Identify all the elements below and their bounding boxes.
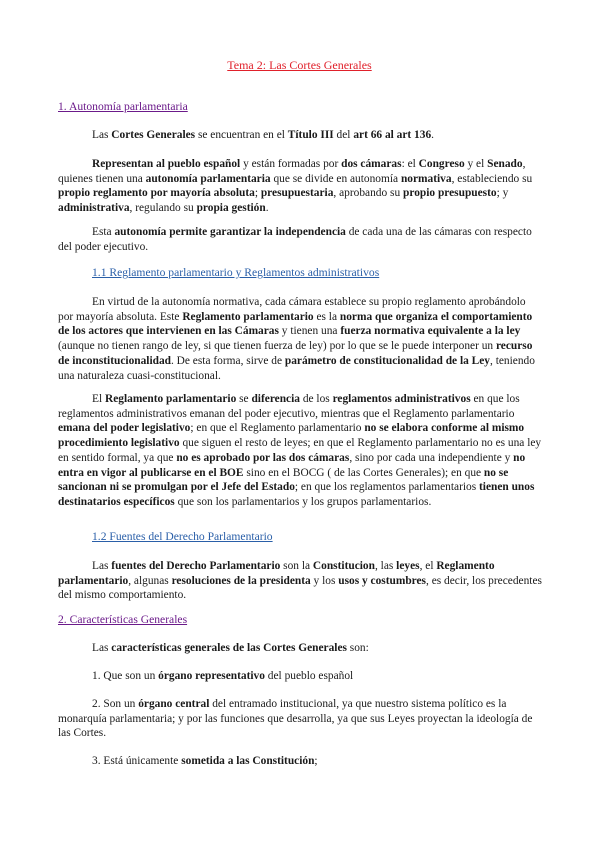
bold-text: presupuestaria — [260, 187, 334, 200]
text-run: que son los parlamentarios y los grupos parlamentarios. — [174, 495, 432, 508]
bold-text: Congreso — [418, 158, 465, 170]
text-run: , el — [419, 560, 437, 572]
bold-text: emana del poder legislativo — [58, 422, 191, 435]
text-run: y están formadas por — [240, 158, 342, 170]
bold-text: características generales de las Cortes Generales — [111, 642, 347, 654]
text-run: es la — [313, 310, 340, 323]
bold-text: recurso de inconstitucionalidad — [58, 340, 533, 367]
bold-text: fuentes del Derecho Parlamentario — [111, 560, 281, 572]
text-run: 2. Son un — [92, 698, 139, 710]
list-item — [58, 754, 542, 769]
text-run: , aprobando su — [333, 187, 404, 200]
bold-text: usos y costumbres — [338, 574, 426, 587]
paragraph — [58, 641, 542, 656]
list-item — [58, 669, 542, 684]
bold-text: no entra en vigor al publicarse en el BOE — [58, 451, 526, 479]
list-item — [58, 697, 542, 741]
text-run: , teniendo una naturaleza cuasi-constitucional. — [58, 354, 535, 382]
bold-text: órgano central — [138, 698, 210, 710]
text-run: del pueblo español — [264, 670, 354, 682]
document-title: Tema 2: Las Cortes Generales — [227, 58, 372, 72]
paragraph — [58, 392, 542, 510]
text-run: : el — [401, 158, 419, 170]
bold-text: Reglamento parlamentario — [104, 393, 237, 405]
bold-text: dos cámaras — [341, 158, 402, 170]
text-run: Esta — [92, 226, 115, 238]
bold-text: leyes — [396, 560, 420, 572]
text-run: Las — [92, 642, 112, 654]
paragraph — [58, 559, 542, 603]
text-run: El — [92, 393, 105, 405]
text-run: , regulando su — [129, 202, 197, 215]
text-run: Las — [92, 129, 112, 141]
text-run: . De esta forma, sirve de — [170, 354, 285, 367]
text-run: de cada una de las cámaras con respecto del poder ejecutivo. — [58, 226, 532, 253]
bold-text: Reglamento parlamentario — [58, 560, 495, 587]
bold-text: Cortes Generales — [111, 129, 196, 141]
bold-text: administrativa — [58, 202, 130, 215]
text-run: . — [431, 129, 435, 141]
bold-text: parámetro de constitucionalidad de la Ley — [284, 354, 490, 367]
subsection-heading-fuentes: 1.2 Fuentes del Derecho Parlamentario — [92, 530, 273, 543]
bold-text: Representan al pueblo español — [92, 158, 241, 170]
text-run: se — [236, 393, 252, 405]
text-run: ; — [314, 755, 318, 767]
bold-text: tienen unos destinatarios específicos — [58, 481, 535, 508]
text-run: , sino por cada una independiente y — [349, 451, 514, 464]
bold-text: Senado — [487, 158, 523, 170]
text-run: y los — [310, 574, 339, 587]
section-heading-autonomia: 1. Autonomía parlamentaria — [58, 100, 188, 113]
bold-text: propio reglamento por mayoría absoluta — [58, 187, 255, 200]
bold-text: propia gestión — [196, 202, 266, 215]
text-run: son la — [280, 560, 313, 572]
text-run: Las — [92, 560, 112, 572]
bold-text: no es aprobado por las dos cámaras — [176, 451, 350, 464]
text-run: , algunas — [128, 574, 172, 587]
text-run: sino en el BOCG ( de las Cortes Generales); en que — [243, 466, 484, 479]
paragraph — [58, 225, 542, 254]
bold-text: no se sancionan ni se promulgan por el Jefe del Estado — [58, 466, 509, 494]
subsection-heading-reglamento: 1.1 Reglamento parlamentario y Reglamentos administrativos — [92, 266, 380, 279]
text-run: se encuentran en el — [195, 129, 288, 141]
bold-text: Título III — [287, 129, 334, 141]
text-run: que se divide en autonomía — [270, 172, 401, 185]
paragraph — [58, 295, 542, 383]
text-run: ; — [254, 187, 261, 200]
bold-text: Reglamento parlamentario — [182, 310, 314, 323]
text-run: del — [333, 129, 354, 141]
text-run: , quienes tienen una — [58, 158, 526, 185]
bold-text: sometida a las Constitución — [181, 755, 315, 767]
text-run: 1. Que son un — [92, 670, 159, 682]
bold-text: Constitucion — [312, 560, 375, 572]
text-run: del entramado institucional, ya que nuestro sistema político es la monarquía parlamentaria; y por las funciones que desarrolla, ya que sus Leyes proyectan la ideología de las Cortes. — [58, 698, 533, 740]
bold-text: diferencia — [251, 393, 300, 405]
text-run: ; en que los reglamentos parlamentarios — [294, 481, 480, 494]
text-run: En virtud de la autonomía normativa, cada cámara establece su propio reglamento aprobándolo por mayoría absoluta. Este — [58, 296, 526, 323]
text-run: en que los reglamentos administrativos emanan del poder ejecutivo, mientras que el Reglamento parlamentario — [58, 393, 520, 420]
bold-text: resoluciones de la presidenta — [171, 574, 311, 587]
bold-text: fuerza normativa equivalente a la ley — [340, 325, 521, 338]
paragraph — [58, 157, 542, 216]
section-heading-caracteristicas: 2. Características Generales — [58, 613, 188, 626]
text-run: . — [265, 202, 269, 215]
bold-text: órgano representativo — [158, 670, 265, 682]
text-run: de los — [299, 393, 333, 405]
text-run: , estableciendo su — [451, 172, 533, 185]
bold-text: art 66 al art 136 — [353, 129, 432, 141]
text-run: 3. Está únicamente — [92, 755, 182, 767]
bold-text: autonomía parlamentaria — [145, 172, 271, 185]
bold-text: autonomía permite garantizar la independencia — [114, 226, 346, 238]
text-run: ; y — [496, 187, 509, 200]
bold-text: propio presupuesto — [403, 187, 497, 200]
text-run: ; en que el Reglamento parlamentario — [190, 422, 365, 435]
paragraph — [58, 128, 542, 143]
text-run: que siguen el resto de leyes; en que el Reglamento parlamentario no es una ley en sentido formal, ya que — [58, 437, 542, 464]
bold-text: normativa — [400, 172, 452, 185]
bold-text: no se elabora conforme al mismo procedimiento legislativo — [58, 422, 525, 450]
text-run: y tienen una — [278, 325, 341, 338]
text-run: (aunque no tienen rango de ley, si que tienen fuerza de ley) por lo que se le puede interponer un — [58, 340, 496, 353]
text-run: son: — [346, 642, 369, 654]
bold-text: reglamentos administrativos — [332, 393, 471, 405]
text-run: y el — [464, 158, 488, 170]
text-run: , las — [374, 560, 397, 572]
text-run: , es decir, los precedentes del mismo comportamiento. — [58, 574, 542, 602]
bold-text: norma que organiza el comportamiento de los actores que intervienen en las Cámaras — [58, 310, 533, 338]
